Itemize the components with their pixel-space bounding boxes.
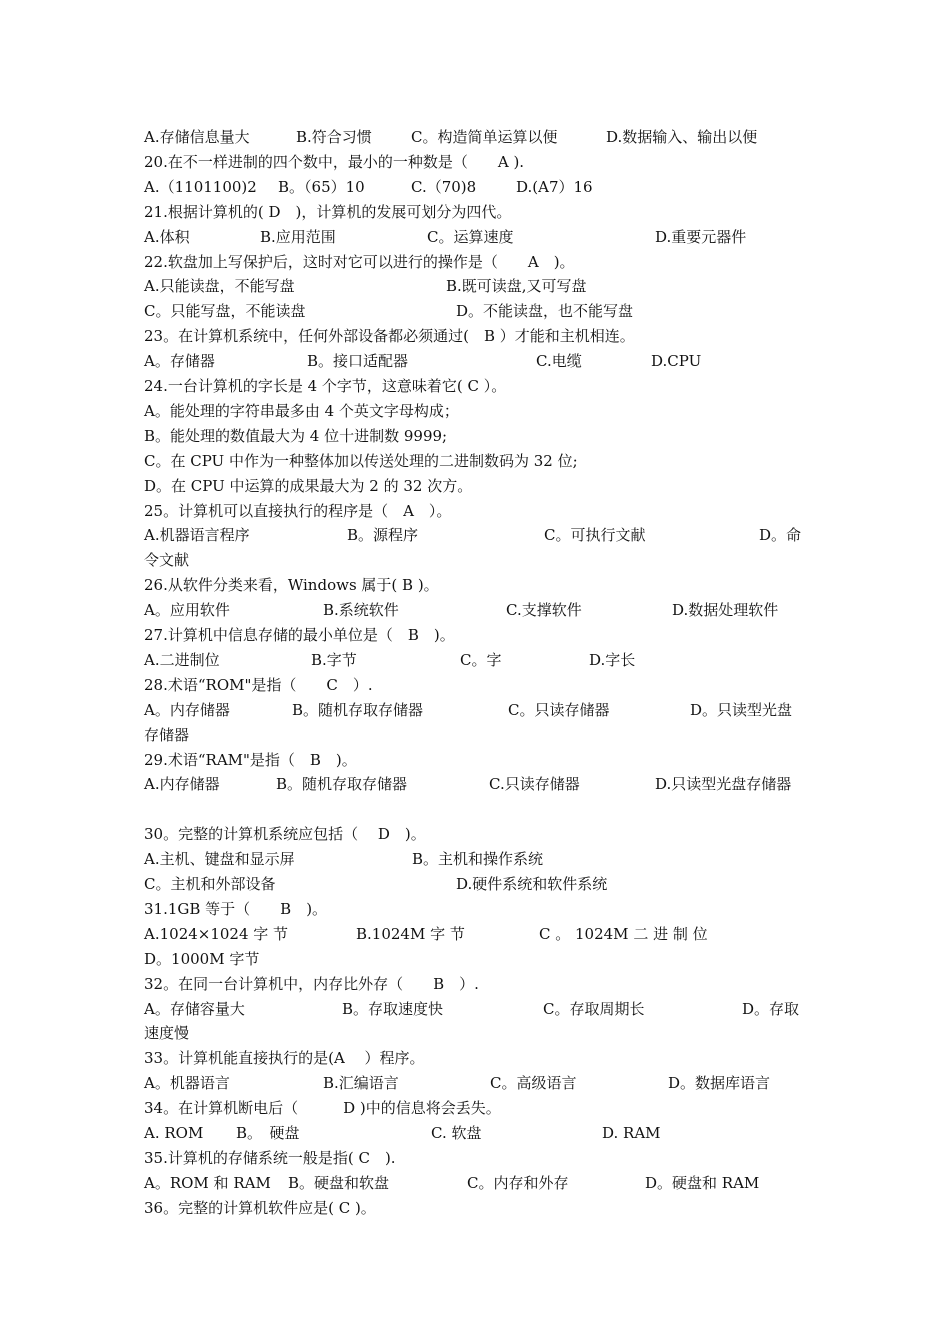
line-text: A.存储信息量大 [144, 128, 250, 146]
option-text: B。存取速度快 [342, 999, 444, 1018]
option-text: B.应用范围 [260, 227, 336, 246]
option-text: C。运算速度 [427, 227, 514, 246]
text-line [144, 299, 814, 323]
line-text: 20.在不一样进制的四个数中，最小的一种数是（ A ). [144, 152, 525, 171]
text-line [144, 274, 814, 298]
option-text: D。只读型光盘 [690, 700, 793, 719]
text-line [144, 772, 814, 796]
line-text: 36。完整的计算机软件应是( C )。 [144, 1198, 376, 1217]
line-text: A.只能读盘，不能写盘 [144, 277, 295, 296]
option-text: C.只读存储器 [489, 775, 580, 794]
text-line [144, 1071, 814, 1095]
line-text: A.1024×1024 字 节 [144, 924, 289, 943]
option-text: D.(A7）16 [516, 177, 593, 196]
option-text: B。源程序 [347, 526, 419, 545]
option-text: C。可执行文献 [544, 526, 646, 545]
option-text: D。存取 [742, 999, 800, 1018]
option-text: D. RAM [602, 1124, 661, 1142]
text-line [144, 225, 814, 249]
option-text: D.只读型光盘存储器 [655, 775, 792, 794]
line-text: A。存储器 [144, 352, 215, 371]
text-line [144, 499, 814, 523]
option-text: C。存取周期长 [543, 999, 645, 1018]
text-line [144, 723, 814, 747]
option-text: D。硬盘和 RAM [645, 1173, 760, 1192]
option-text: C. 软盘 [431, 1124, 482, 1142]
text-line [144, 997, 814, 1021]
text-line [144, 424, 814, 448]
option-text: C。内存和外存 [467, 1173, 569, 1192]
line-text: D。在 CPU 中运算的成果最大为 2 的 32 次方。 [144, 476, 473, 495]
line-text: 28.术语“ROM"是指（ C ）. [144, 675, 373, 694]
text-line [144, 972, 814, 996]
option-text: D.重要元器件 [655, 227, 747, 246]
text-line [144, 1096, 814, 1120]
option-text: B.既可读盘,又可写盘 [446, 277, 587, 296]
line-text: B。能处理的数值最大为 4 位十进制数 9999; [144, 426, 448, 445]
line-text: 32。在同一台计算机中，内存比外存（ B ）. [144, 974, 479, 993]
line-text: A. ROM [144, 1124, 204, 1142]
line-text: A。应用软件 [144, 601, 230, 620]
line-text: 31.1GB 等于（ B )。 [144, 899, 328, 918]
line-text: 令文献 [144, 551, 190, 570]
text-line [144, 399, 814, 423]
line-text: 35.计算机的存储系统一般是指( C ). [144, 1148, 396, 1167]
text-line [144, 374, 814, 398]
option-text: B.汇编语言 [323, 1074, 399, 1093]
option-text: B。接口适配器 [307, 352, 409, 371]
line-text: 26.从软件分类来看，Windows 属于( B )。 [144, 576, 439, 595]
option-text: B.符合习惯 [296, 128, 372, 146]
text-line [144, 1146, 814, 1170]
line-text: A.主机、键盘和显示屏 [144, 850, 295, 869]
text-line [144, 1196, 814, 1220]
text-line [144, 648, 814, 672]
text-line [144, 1046, 814, 1070]
option-text: D。命 [759, 526, 802, 545]
option-text: D。不能读盘，也不能写盘 [456, 302, 634, 321]
option-text: D.硬件系统和软件系统 [456, 875, 608, 893]
option-text: B.系统软件 [323, 601, 399, 620]
line-text: 21.根据计算机的( D )，计算机的发展可划分为四代。 [144, 202, 512, 221]
option-text: C。字 [460, 650, 502, 669]
line-text: 29.术语“RAM"是指（ B )。 [144, 750, 357, 769]
text-line [144, 1121, 814, 1145]
option-text: D.CPU [651, 352, 702, 371]
line-text: C。在 CPU 中作为一种整体加以传送处理的二进制数码为 32 位; [144, 451, 578, 470]
line-text: A.机器语言程序 [144, 526, 250, 545]
line-text: A。ROM 和 RAM [144, 1173, 271, 1192]
line-text: 存储器 [144, 725, 190, 744]
line-text: 24.一台计算机的字长是 4 个字节，这意味着它( C ）。 [144, 377, 507, 395]
text-line [144, 872, 814, 896]
text-line [144, 947, 814, 971]
option-text: B。随机存取存储器 [276, 775, 408, 794]
option-text: B.1024M 字 节 [356, 924, 465, 943]
text-line [144, 797, 814, 821]
option-text: C.电缆 [536, 352, 582, 371]
text-line [144, 125, 814, 149]
text-line [144, 748, 814, 772]
text-line [144, 449, 814, 473]
option-text: C.（70)8 [411, 177, 477, 196]
line-text: 22.软盘加上写保护后，这时对它可以进行的操作是（ A )。 [144, 252, 575, 271]
option-text: D.数据处理软件 [672, 601, 779, 620]
option-text: B。 硬盘 [236, 1124, 300, 1142]
text-line [144, 175, 814, 199]
option-text: D.数据输入、输出以便 [606, 128, 758, 146]
line-text: 33。计算机能直接执行的是(A ）程序。 [144, 1049, 425, 1068]
option-text: B.字节 [311, 650, 357, 669]
line-text: 25。计算机可以直接执行的程序是（ A ）。 [144, 501, 452, 520]
option-text: B。硬盘和软盘 [288, 1173, 390, 1192]
line-text: A.体积 [144, 227, 190, 246]
text-line [144, 698, 814, 722]
text-line [144, 598, 814, 622]
line-text: D。1000M 字节 [144, 949, 260, 968]
line-text: A。能处理的字符串最多由 4 个英文字母构成； [144, 401, 459, 420]
text-line [144, 573, 814, 597]
text-line [144, 523, 814, 547]
line-text: A.（1101100)2 [144, 177, 257, 196]
line-text: A.内存储器 [144, 775, 220, 794]
text-line [144, 324, 814, 348]
line-text: 34。在计算机断电后（ D )中的信息将会丢失。 [144, 1099, 501, 1118]
option-text: B。（65）10 [278, 177, 365, 196]
option-text: C.支撑软件 [506, 601, 582, 620]
text-line [144, 1021, 814, 1045]
option-text: D。数据库语言 [668, 1074, 771, 1093]
line-text: A.二进制位 [144, 650, 220, 669]
text-line [144, 673, 814, 697]
text-line [144, 200, 814, 224]
line-text: A。内存储器 [144, 700, 230, 719]
text-line [144, 349, 814, 373]
text-line [144, 847, 814, 871]
text-line [144, 548, 814, 572]
line-text: C。只能写盘，不能读盘 [144, 302, 306, 321]
text-line [144, 922, 814, 946]
option-text: C 。 1024M 二 进 制 位 [539, 924, 708, 943]
line-text: 27.计算机中信息存储的最小单位是（ B )。 [144, 626, 455, 644]
option-text: C。构造简单运算以便 [411, 128, 558, 146]
text-line [144, 897, 814, 921]
option-text: D.字长 [589, 650, 636, 669]
text-line [144, 822, 814, 846]
text-line [144, 250, 814, 274]
line-text: A。存储容量大 [144, 999, 245, 1018]
line-text: 速度慢 [144, 1024, 190, 1043]
option-text: B。主机和操作系统 [412, 850, 544, 869]
line-text: C。主机和外部设备 [144, 875, 276, 893]
text-line [144, 623, 814, 647]
line-text: 23。在计算机系统中，任何外部设备都必须通过( B ）才能和主机相连。 [144, 327, 635, 346]
text-line [144, 474, 814, 498]
line-text: A。机器语言 [144, 1074, 230, 1093]
option-text: C。高级语言 [490, 1074, 577, 1093]
line-text: 30。完整的计算机系统应包括（ D )。 [144, 825, 426, 844]
text-line [144, 1171, 814, 1195]
option-text: B。随机存取存储器 [292, 700, 424, 719]
text-line [144, 150, 814, 174]
option-text: C。只读存储器 [508, 700, 610, 719]
